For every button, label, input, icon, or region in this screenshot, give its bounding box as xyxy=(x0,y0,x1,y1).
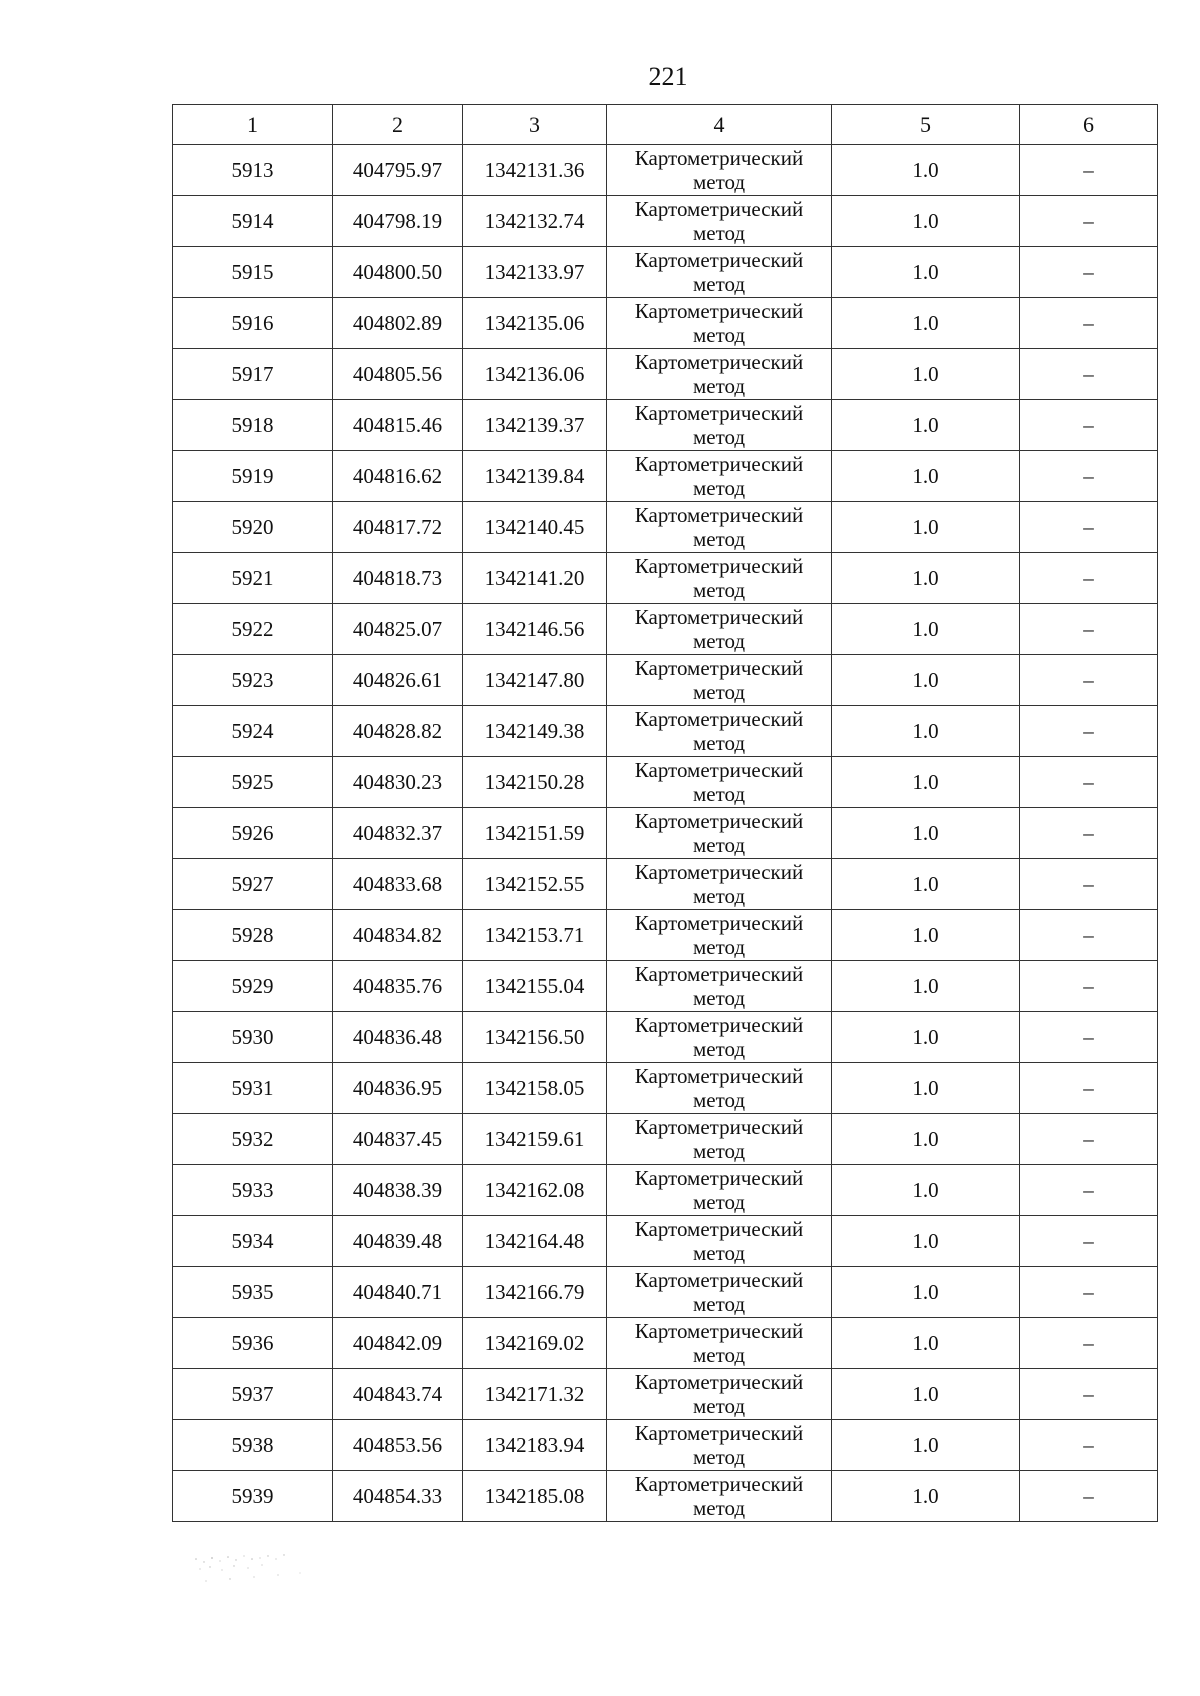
y-coordinate-cell: 1342132.74 xyxy=(463,196,607,247)
method-cell xyxy=(607,757,832,808)
coordinates-table xyxy=(172,104,1158,1522)
method-line-2: метод xyxy=(692,629,746,653)
method-cell xyxy=(607,1012,832,1063)
point-number-cell: 5929 xyxy=(173,961,333,1012)
y-coordinate-cell: 1342150.28 xyxy=(463,757,607,808)
note-cell: – xyxy=(1020,400,1158,451)
y-coordinate-cell: 1342185.08 xyxy=(463,1471,607,1522)
accuracy-cell: 1.0 xyxy=(832,1216,1020,1267)
table-row xyxy=(173,961,1158,1012)
y-coordinate-cell: 1342141.20 xyxy=(463,553,607,604)
accuracy-cell: 1.0 xyxy=(832,757,1020,808)
x-coordinate-cell: 404805.56 xyxy=(333,349,463,400)
method-cell xyxy=(607,706,832,757)
method-cell xyxy=(607,451,832,502)
y-coordinate-cell: 1342158.05 xyxy=(463,1063,607,1114)
column-header-1: 1 xyxy=(173,105,333,145)
column-header-6: 6 xyxy=(1020,105,1158,145)
table-row xyxy=(173,400,1158,451)
note-cell: – xyxy=(1020,553,1158,604)
table-row xyxy=(173,1063,1158,1114)
y-coordinate-cell: 1342146.56 xyxy=(463,604,607,655)
table-row xyxy=(173,451,1158,502)
accuracy-cell: 1.0 xyxy=(832,655,1020,706)
method-line-2: метод xyxy=(692,272,746,296)
table-row xyxy=(173,1369,1158,1420)
table-row xyxy=(173,247,1158,298)
method-line-2: метод xyxy=(692,935,746,959)
scan-noise-marks xyxy=(190,1553,340,1603)
point-number-cell: 5925 xyxy=(173,757,333,808)
table-row xyxy=(173,808,1158,859)
note-cell: – xyxy=(1020,502,1158,553)
method-cell xyxy=(607,298,832,349)
table-row xyxy=(173,910,1158,961)
point-number-cell: 5928 xyxy=(173,910,333,961)
method-cell xyxy=(607,910,832,961)
method-line-2: метод xyxy=(692,1037,746,1061)
point-number-cell: 5937 xyxy=(173,1369,333,1420)
table-row xyxy=(173,1471,1158,1522)
method-line-1: Картометрический xyxy=(634,350,804,374)
method-line-2: метод xyxy=(692,374,746,398)
method-line-2: метод xyxy=(692,1343,746,1367)
method-line-2: метод xyxy=(692,1139,746,1163)
method-line-2: метод xyxy=(692,170,746,194)
note-cell: – xyxy=(1020,145,1158,196)
note-cell: – xyxy=(1020,1114,1158,1165)
method-line-1: Картометрический xyxy=(634,1319,804,1343)
method-line-2: метод xyxy=(692,425,746,449)
x-coordinate-cell: 404840.71 xyxy=(333,1267,463,1318)
x-coordinate-cell: 404830.23 xyxy=(333,757,463,808)
x-coordinate-cell: 404825.07 xyxy=(333,604,463,655)
method-line-2: метод xyxy=(692,680,746,704)
method-cell xyxy=(607,1369,832,1420)
method-line-1: Картометрический xyxy=(634,554,804,578)
method-line-2: метод xyxy=(692,986,746,1010)
method-line-1: Картометрический xyxy=(634,1166,804,1190)
note-cell: – xyxy=(1020,1369,1158,1420)
table-row xyxy=(173,757,1158,808)
accuracy-cell: 1.0 xyxy=(832,1063,1020,1114)
table-row xyxy=(173,604,1158,655)
method-line-2: метод xyxy=(692,1394,746,1418)
table-row xyxy=(173,1114,1158,1165)
method-line-2: метод xyxy=(692,1292,746,1316)
method-line-1: Картометрический xyxy=(634,1421,804,1445)
table-row xyxy=(173,859,1158,910)
method-line-2: метод xyxy=(692,1445,746,1469)
method-line-2: метод xyxy=(692,833,746,857)
method-line-2: метод xyxy=(692,1241,746,1265)
method-line-2: метод xyxy=(692,323,746,347)
accuracy-cell: 1.0 xyxy=(832,1318,1020,1369)
x-coordinate-cell: 404818.73 xyxy=(333,553,463,604)
y-coordinate-cell: 1342139.37 xyxy=(463,400,607,451)
y-coordinate-cell: 1342151.59 xyxy=(463,808,607,859)
point-number-cell: 5920 xyxy=(173,502,333,553)
column-header-5: 5 xyxy=(832,105,1020,145)
accuracy-cell: 1.0 xyxy=(832,910,1020,961)
method-cell xyxy=(607,553,832,604)
y-coordinate-cell: 1342140.45 xyxy=(463,502,607,553)
accuracy-cell: 1.0 xyxy=(832,298,1020,349)
method-cell xyxy=(607,349,832,400)
x-coordinate-cell: 404802.89 xyxy=(333,298,463,349)
method-cell xyxy=(607,1471,832,1522)
accuracy-cell: 1.0 xyxy=(832,1420,1020,1471)
method-line-1: Картометрический xyxy=(634,146,804,170)
y-coordinate-cell: 1342152.55 xyxy=(463,859,607,910)
method-line-1: Картометрический xyxy=(634,1370,804,1394)
note-cell: – xyxy=(1020,1420,1158,1471)
y-coordinate-cell: 1342147.80 xyxy=(463,655,607,706)
x-coordinate-cell: 404817.72 xyxy=(333,502,463,553)
y-coordinate-cell: 1342164.48 xyxy=(463,1216,607,1267)
accuracy-cell: 1.0 xyxy=(832,451,1020,502)
method-line-2: метод xyxy=(692,884,746,908)
accuracy-cell: 1.0 xyxy=(832,1471,1020,1522)
accuracy-cell: 1.0 xyxy=(832,1165,1020,1216)
method-cell xyxy=(607,961,832,1012)
method-cell xyxy=(607,1165,832,1216)
x-coordinate-cell: 404795.97 xyxy=(333,145,463,196)
point-number-cell: 5919 xyxy=(173,451,333,502)
note-cell: – xyxy=(1020,1012,1158,1063)
point-number-cell: 5931 xyxy=(173,1063,333,1114)
accuracy-cell: 1.0 xyxy=(832,247,1020,298)
table-row xyxy=(173,655,1158,706)
accuracy-cell: 1.0 xyxy=(832,1369,1020,1420)
method-line-1: Картометрический xyxy=(634,401,804,425)
x-coordinate-cell: 404832.37 xyxy=(333,808,463,859)
method-line-1: Картометрический xyxy=(634,605,804,629)
x-coordinate-cell: 404839.48 xyxy=(333,1216,463,1267)
method-cell xyxy=(607,502,832,553)
method-line-2: метод xyxy=(692,731,746,755)
method-cell xyxy=(607,400,832,451)
y-coordinate-cell: 1342139.84 xyxy=(463,451,607,502)
point-number-cell: 5915 xyxy=(173,247,333,298)
method-line-1: Картометрический xyxy=(634,452,804,476)
point-number-cell: 5917 xyxy=(173,349,333,400)
table-row xyxy=(173,298,1158,349)
accuracy-cell: 1.0 xyxy=(832,502,1020,553)
y-coordinate-cell: 1342149.38 xyxy=(463,706,607,757)
accuracy-cell: 1.0 xyxy=(832,349,1020,400)
note-cell: – xyxy=(1020,1471,1158,1522)
x-coordinate-cell: 404800.50 xyxy=(333,247,463,298)
method-line-1: Картометрический xyxy=(634,503,804,527)
method-cell xyxy=(607,1216,832,1267)
method-line-1: Картометрический xyxy=(634,1013,804,1037)
note-cell: – xyxy=(1020,808,1158,859)
method-cell xyxy=(607,808,832,859)
accuracy-cell: 1.0 xyxy=(832,553,1020,604)
point-number-cell: 5913 xyxy=(173,145,333,196)
note-cell: – xyxy=(1020,757,1158,808)
x-coordinate-cell: 404834.82 xyxy=(333,910,463,961)
method-line-1: Картометрический xyxy=(634,758,804,782)
point-number-cell: 5934 xyxy=(173,1216,333,1267)
x-coordinate-cell: 404815.46 xyxy=(333,400,463,451)
accuracy-cell: 1.0 xyxy=(832,604,1020,655)
y-coordinate-cell: 1342131.36 xyxy=(463,145,607,196)
x-coordinate-cell: 404835.76 xyxy=(333,961,463,1012)
note-cell: – xyxy=(1020,349,1158,400)
method-line-1: Картометрический xyxy=(634,1064,804,1088)
method-cell xyxy=(607,247,832,298)
column-header-4: 4 xyxy=(607,105,832,145)
y-coordinate-cell: 1342155.04 xyxy=(463,961,607,1012)
table-row xyxy=(173,1267,1158,1318)
x-coordinate-cell: 404826.61 xyxy=(333,655,463,706)
column-header-3: 3 xyxy=(463,105,607,145)
method-line-2: метод xyxy=(692,1190,746,1214)
point-number-cell: 5914 xyxy=(173,196,333,247)
x-coordinate-cell: 404836.48 xyxy=(333,1012,463,1063)
method-line-1: Картометрический xyxy=(634,656,804,680)
header-row xyxy=(173,105,1158,145)
accuracy-cell: 1.0 xyxy=(832,961,1020,1012)
method-line-1: Картометрический xyxy=(634,1472,804,1496)
table-row xyxy=(173,1165,1158,1216)
note-cell: – xyxy=(1020,196,1158,247)
note-cell: – xyxy=(1020,604,1158,655)
table-row xyxy=(173,196,1158,247)
method-cell xyxy=(607,1420,832,1471)
accuracy-cell: 1.0 xyxy=(832,1012,1020,1063)
method-line-1: Картометрический xyxy=(634,197,804,221)
point-number-cell: 5938 xyxy=(173,1420,333,1471)
page-number: 221 xyxy=(648,62,688,91)
x-coordinate-cell: 404853.56 xyxy=(333,1420,463,1471)
method-line-2: метод xyxy=(692,578,746,602)
note-cell: – xyxy=(1020,1165,1158,1216)
note-cell: – xyxy=(1020,298,1158,349)
point-number-cell: 5916 xyxy=(173,298,333,349)
method-line-1: Картометрический xyxy=(634,860,804,884)
note-cell: – xyxy=(1020,910,1158,961)
table-row xyxy=(173,706,1158,757)
method-line-2: метод xyxy=(692,221,746,245)
method-cell xyxy=(607,1267,832,1318)
y-coordinate-cell: 1342153.71 xyxy=(463,910,607,961)
x-coordinate-cell: 404838.39 xyxy=(333,1165,463,1216)
y-coordinate-cell: 1342162.08 xyxy=(463,1165,607,1216)
point-number-cell: 5918 xyxy=(173,400,333,451)
method-line-2: метод xyxy=(692,782,746,806)
accuracy-cell: 1.0 xyxy=(832,1267,1020,1318)
y-coordinate-cell: 1342136.06 xyxy=(463,349,607,400)
note-cell: – xyxy=(1020,1216,1158,1267)
method-line-1: Картометрический xyxy=(634,911,804,935)
point-number-cell: 5935 xyxy=(173,1267,333,1318)
method-line-2: метод xyxy=(692,476,746,500)
y-coordinate-cell: 1342171.32 xyxy=(463,1369,607,1420)
note-cell: – xyxy=(1020,1318,1158,1369)
note-cell: – xyxy=(1020,1063,1158,1114)
y-coordinate-cell: 1342159.61 xyxy=(463,1114,607,1165)
point-number-cell: 5921 xyxy=(173,553,333,604)
y-coordinate-cell: 1342156.50 xyxy=(463,1012,607,1063)
column-header-2: 2 xyxy=(333,105,463,145)
x-coordinate-cell: 404798.19 xyxy=(333,196,463,247)
x-coordinate-cell: 404836.95 xyxy=(333,1063,463,1114)
x-coordinate-cell: 404837.45 xyxy=(333,1114,463,1165)
point-number-cell: 5933 xyxy=(173,1165,333,1216)
x-coordinate-cell: 404816.62 xyxy=(333,451,463,502)
method-cell xyxy=(607,1063,832,1114)
method-line-1: Картометрический xyxy=(634,809,804,833)
method-cell xyxy=(607,1114,832,1165)
y-coordinate-cell: 1342166.79 xyxy=(463,1267,607,1318)
accuracy-cell: 1.0 xyxy=(832,706,1020,757)
accuracy-cell: 1.0 xyxy=(832,196,1020,247)
point-number-cell: 5936 xyxy=(173,1318,333,1369)
table-row xyxy=(173,553,1158,604)
note-cell: – xyxy=(1020,451,1158,502)
y-coordinate-cell: 1342169.02 xyxy=(463,1318,607,1369)
accuracy-cell: 1.0 xyxy=(832,400,1020,451)
note-cell: – xyxy=(1020,247,1158,298)
table-row xyxy=(173,145,1158,196)
note-cell: – xyxy=(1020,706,1158,757)
accuracy-cell: 1.0 xyxy=(832,859,1020,910)
x-coordinate-cell: 404854.33 xyxy=(333,1471,463,1522)
table-row xyxy=(173,1216,1158,1267)
method-line-1: Картометрический xyxy=(634,1217,804,1241)
point-number-cell: 5926 xyxy=(173,808,333,859)
point-number-cell: 5932 xyxy=(173,1114,333,1165)
table-row xyxy=(173,1318,1158,1369)
method-line-1: Картометрический xyxy=(634,1268,804,1292)
y-coordinate-cell: 1342133.97 xyxy=(463,247,607,298)
note-cell: – xyxy=(1020,655,1158,706)
method-line-1: Картометрический xyxy=(634,707,804,731)
x-coordinate-cell: 404842.09 xyxy=(333,1318,463,1369)
method-line-1: Картометрический xyxy=(634,1115,804,1139)
note-cell: – xyxy=(1020,1267,1158,1318)
point-number-cell: 5924 xyxy=(173,706,333,757)
point-number-cell: 5923 xyxy=(173,655,333,706)
accuracy-cell: 1.0 xyxy=(832,808,1020,859)
method-line-2: метод xyxy=(692,1088,746,1112)
x-coordinate-cell: 404833.68 xyxy=(333,859,463,910)
note-cell: – xyxy=(1020,859,1158,910)
method-cell xyxy=(607,1318,832,1369)
method-line-1: Картометрический xyxy=(634,962,804,986)
table-header xyxy=(173,105,1158,145)
method-cell xyxy=(607,196,832,247)
point-number-cell: 5930 xyxy=(173,1012,333,1063)
table-row xyxy=(173,502,1158,553)
x-coordinate-cell: 404843.74 xyxy=(333,1369,463,1420)
table-row xyxy=(173,349,1158,400)
method-line-2: метод xyxy=(692,527,746,551)
note-cell: – xyxy=(1020,961,1158,1012)
accuracy-cell: 1.0 xyxy=(832,1114,1020,1165)
y-coordinate-cell: 1342183.94 xyxy=(463,1420,607,1471)
method-line-1: Картометрический xyxy=(634,248,804,272)
point-number-cell: 5922 xyxy=(173,604,333,655)
method-line-1: Картометрический xyxy=(634,299,804,323)
point-number-cell: 5939 xyxy=(173,1471,333,1522)
method-line-2: метод xyxy=(692,1496,746,1520)
point-number-cell: 5927 xyxy=(173,859,333,910)
method-cell xyxy=(607,655,832,706)
method-cell xyxy=(607,604,832,655)
table-row xyxy=(173,1012,1158,1063)
method-cell xyxy=(607,145,832,196)
accuracy-cell: 1.0 xyxy=(832,145,1020,196)
method-cell xyxy=(607,859,832,910)
table-row xyxy=(173,1420,1158,1471)
table-body xyxy=(173,145,1158,1522)
y-coordinate-cell: 1342135.06 xyxy=(463,298,607,349)
x-coordinate-cell: 404828.82 xyxy=(333,706,463,757)
